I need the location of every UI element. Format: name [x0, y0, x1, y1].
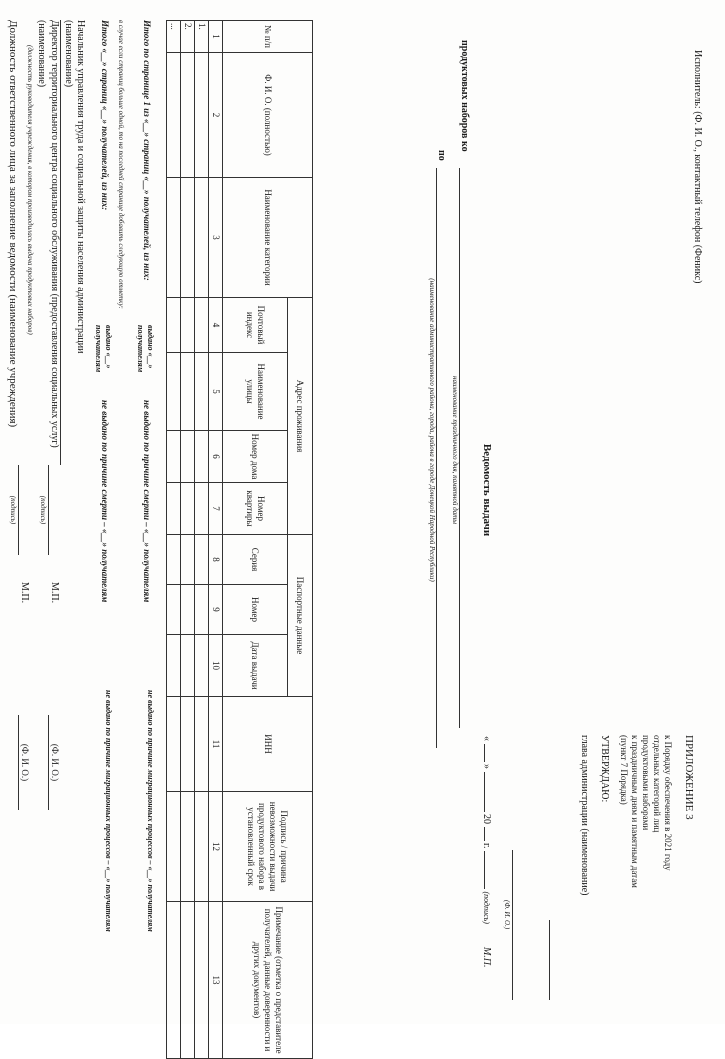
migration-count: не выдано по причине миграционных процессов – «__» получателям [146, 690, 155, 932]
col-number: 10 [209, 635, 223, 697]
table-cell[interactable] [181, 53, 195, 178]
table-cell[interactable] [195, 353, 209, 431]
director-label: Директор территориального центра социального обслуживания (предоставления социальных услуг) (наименование) [36, 20, 60, 448]
responsible-sign-caption: (подпись) [9, 495, 17, 525]
col-number: 9 [209, 585, 223, 635]
appendix-line: к праздничным дням и памятным датам [630, 735, 640, 888]
table-cell[interactable] [195, 178, 209, 298]
table-cell[interactable] [195, 298, 209, 353]
table-row [195, 21, 209, 1059]
head-admin-line [549, 920, 550, 1000]
appendix-block [578, 735, 695, 1000]
head-admin-label: глава администрации (наименование) [579, 735, 590, 896]
col-number: 5 [209, 353, 223, 431]
col-number: 4 [209, 298, 223, 353]
table-cell[interactable] [181, 353, 195, 431]
col-number: 8 [209, 535, 223, 585]
col-header-issue-date: Дата выдачи [223, 635, 288, 697]
po-label: по [436, 150, 447, 161]
responsible-mp: М.П. [19, 582, 30, 604]
table-cell[interactable] [195, 535, 209, 585]
death-count: не выдано по причине смерти – «__» получателям [142, 400, 152, 603]
mp-label: М.П. [481, 946, 492, 968]
date-quote-close: » [481, 764, 492, 769]
table-cell[interactable] [167, 353, 181, 431]
table-cell[interactable] [167, 697, 181, 792]
region-caption: (наименование административного района, города, района в городе Донецкой Народной Республики) [428, 278, 436, 582]
col-header-no: № п/п [223, 21, 313, 53]
col-group-passport: Паспортные данные [288, 535, 313, 697]
region-line [436, 168, 437, 748]
col-header-signature: Подпись / причина невозможности выдачи продуктового набора в установленный срок [223, 792, 313, 902]
table-cell[interactable] [181, 792, 195, 902]
table-row [181, 21, 195, 1059]
page-margin [708, 40, 720, 1000]
date-quote-open: « [481, 736, 492, 741]
table-cell[interactable] [195, 902, 209, 1059]
table-cell[interactable] [195, 53, 209, 178]
multipage-note: в случае если страниц больше одной, то на последней странице добавить следующую отметку: [117, 20, 125, 309]
table-cell[interactable] [167, 483, 181, 535]
col-number: 2 [209, 53, 223, 178]
migration-count-total: не выдано по причине миграционных процессов – «__» получателям [104, 690, 113, 932]
death-count-total: не выдано по причине смерти – «__» получателям [100, 400, 110, 603]
col-header-fio: Ф. И. О. (полностью) [223, 53, 313, 178]
table-cell[interactable] [167, 585, 181, 635]
col-header-flat: Номер квартиры [223, 483, 288, 535]
table-cell[interactable] [167, 298, 181, 353]
approve-label: УТВЕРЖДАЮ: [599, 735, 610, 803]
col-header-category: Наименование категории [223, 178, 313, 298]
col-header-number: Номер [223, 585, 288, 635]
table-cell[interactable] [167, 635, 181, 697]
table-cell[interactable] [167, 53, 181, 178]
table-cell[interactable] [181, 483, 195, 535]
table-cell[interactable] [181, 431, 195, 483]
table-cell[interactable] [195, 483, 209, 535]
issued-count: выдано «__» получателям [136, 325, 155, 373]
approve-date-row [480, 736, 493, 1006]
col-header-inn: ИНН [223, 697, 313, 792]
issued-count-total: выдано «__» получателям [94, 325, 113, 373]
appendix-title: ПРИЛОЖЕНИЕ 3 [683, 735, 695, 820]
appendix-line: продуктовыми наборами [641, 735, 651, 831]
fio-line [512, 850, 513, 1000]
appendix-line: отдельных категорий лиц [652, 735, 662, 833]
row-number: ... [167, 21, 181, 53]
col-header-series: Серия [223, 535, 288, 585]
issue-table [166, 20, 313, 1059]
page-total: Итого по странице 1 из «__» страниц «__» получателей, из них: [142, 20, 152, 281]
table-cell[interactable] [195, 635, 209, 697]
col-number: 6 [209, 431, 223, 483]
col-number: 11 [209, 697, 223, 792]
appendix-line: (пункт 7 Порядка) [619, 735, 629, 805]
date-year: 20 [481, 814, 492, 824]
director-sign-line [48, 465, 49, 555]
table-cell[interactable] [181, 535, 195, 585]
col-header-house: Номер дома [223, 431, 288, 483]
sign-caption: (подпись) [482, 891, 491, 924]
table-cell[interactable] [195, 585, 209, 635]
table-cell[interactable] [167, 792, 181, 902]
table-cell[interactable] [167, 431, 181, 483]
table-cell[interactable] [195, 431, 209, 483]
head-dept-label: Начальник управления труда и социальной защиты населения администрации [75, 20, 86, 354]
table-cell[interactable] [167, 535, 181, 585]
subtitle-left: продуктовых наборов ко [459, 40, 470, 152]
table-cell[interactable] [181, 697, 195, 792]
fio-caption: (Ф. И. О.) [503, 900, 511, 930]
table-cell[interactable] [195, 792, 209, 902]
head-dept-name: (наименование) [63, 20, 74, 88]
table-row [167, 21, 181, 1059]
responsible-fio: (Ф. И. О.) [20, 743, 30, 782]
all-total: Итого «__» страниц «__» получателей, из них: [100, 20, 110, 211]
responsible-label: Должность ответственного лица за заполнение ведомости (наименование учреждения) [7, 20, 19, 428]
holiday-caption: наименование праздничного дня, памятной даты [451, 376, 459, 524]
director-sign-caption: (подпись) [39, 495, 47, 525]
col-group-address: Адрес проживания [288, 298, 313, 535]
date-g: г. [481, 843, 492, 849]
col-number: 13 [209, 902, 223, 1059]
table-cell[interactable] [181, 585, 195, 635]
table-cell[interactable] [181, 298, 195, 353]
col-header-postcode: Почтовый индекс [223, 298, 288, 353]
col-header-street: Наименование улицы [223, 353, 288, 431]
col-number: 3 [209, 178, 223, 298]
table-cell[interactable] [195, 697, 209, 792]
table-cell[interactable] [167, 178, 181, 298]
col-number: 1 [209, 21, 223, 53]
responsible-sign-line [18, 465, 19, 555]
document-title: Ведомость выдачи [481, 443, 493, 537]
table-cell[interactable] [181, 178, 195, 298]
table-cell[interactable] [181, 635, 195, 697]
executor-label: Исполнитель: (Ф. И. О., контактный телефон (Феникс) [692, 50, 703, 284]
appendix-line: к Порядку обеспечения в 2021 году [663, 735, 673, 871]
holiday-line [459, 168, 460, 728]
col-header-note: Примечание (отметка о представителе получателей, данные доверенности и других документов) [223, 902, 313, 1059]
row-number: 2. [181, 21, 195, 53]
col-number: 7 [209, 483, 223, 535]
table-cell[interactable] [181, 902, 195, 1059]
col-number: 12 [209, 792, 223, 902]
director-mp: М.П. [49, 582, 60, 604]
row-number: 1. [195, 21, 209, 53]
table-cell[interactable] [167, 902, 181, 1059]
director-caption: (должность руководителя учреждения, в котором производилась выдача продуктовых наборов) [26, 45, 34, 335]
director-fio: (Ф. И. О.) [50, 743, 60, 782]
